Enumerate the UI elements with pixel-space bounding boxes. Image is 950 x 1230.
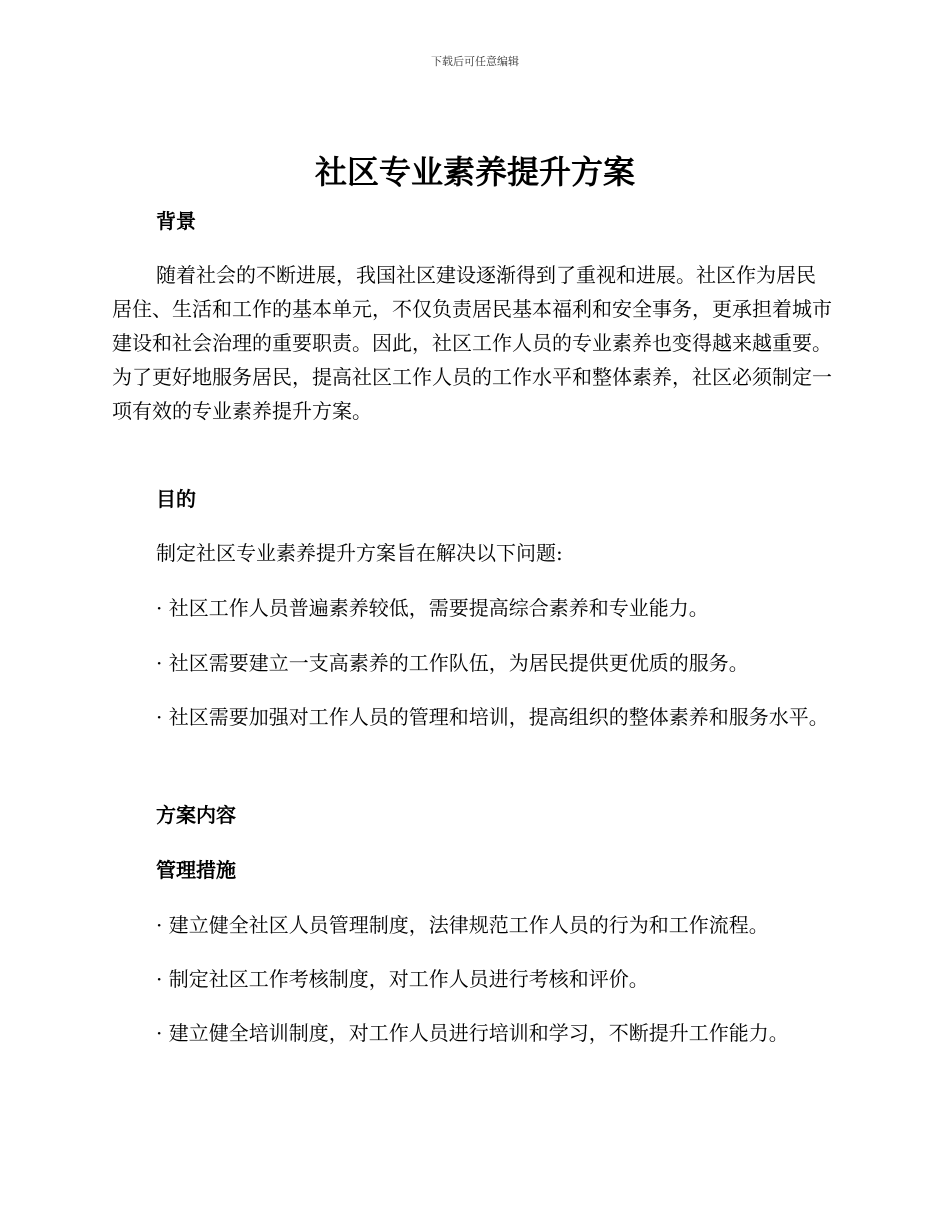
management-bullet-3: · 建立健全培训制度，对工作人员进行培训和学习，不断提升工作能力。 <box>156 1021 789 1045</box>
heading-background: 背景 <box>156 209 196 233</box>
purpose-bullet-2: · 社区需要建立一支高素养的工作队伍，为居民提供更优质的服务。 <box>156 651 749 675</box>
purpose-bullet-1: · 社区工作人员普遍素养较低，需要提高综合素养和专业能力。 <box>156 596 709 620</box>
document-title: 社区专业素养提升方案 <box>314 153 635 191</box>
heading-purpose: 目的 <box>156 487 196 511</box>
heading-plan: 方案内容 <box>156 803 236 827</box>
paragraph-background: 随着社会的不断进展，我国社区建设逐渐得到了重视和进展。社区作为居民居住、生活和工作的基本单元，不仅负责居民基本福利和安全事务，更承担着城市建设和社会治理的重要职责。因此，社区工作人员的专业素养也变得越来越重要。为了更好地服务居民，提高社区工作人员的工作水平和整体素养，社区必须制定一项有效的专业素养提升方案。 <box>112 263 832 423</box>
header-note: 下载后可任意编辑 <box>431 55 519 68</box>
heading-management: 管理措施 <box>156 858 236 882</box>
management-bullet-2: · 制定社区工作考核制度，对工作人员进行考核和评价。 <box>156 967 649 991</box>
management-bullet-1: · 建立健全社区人员管理制度，法律规范工作人员的行为和工作流程。 <box>156 913 769 937</box>
purpose-bullet-3: · 社区需要加强对工作人员的管理和培训，提高组织的整体素养和服务水平。 <box>156 705 829 729</box>
purpose-intro: 制定社区专业素养提升方案旨在解决以下问题: <box>156 541 563 565</box>
